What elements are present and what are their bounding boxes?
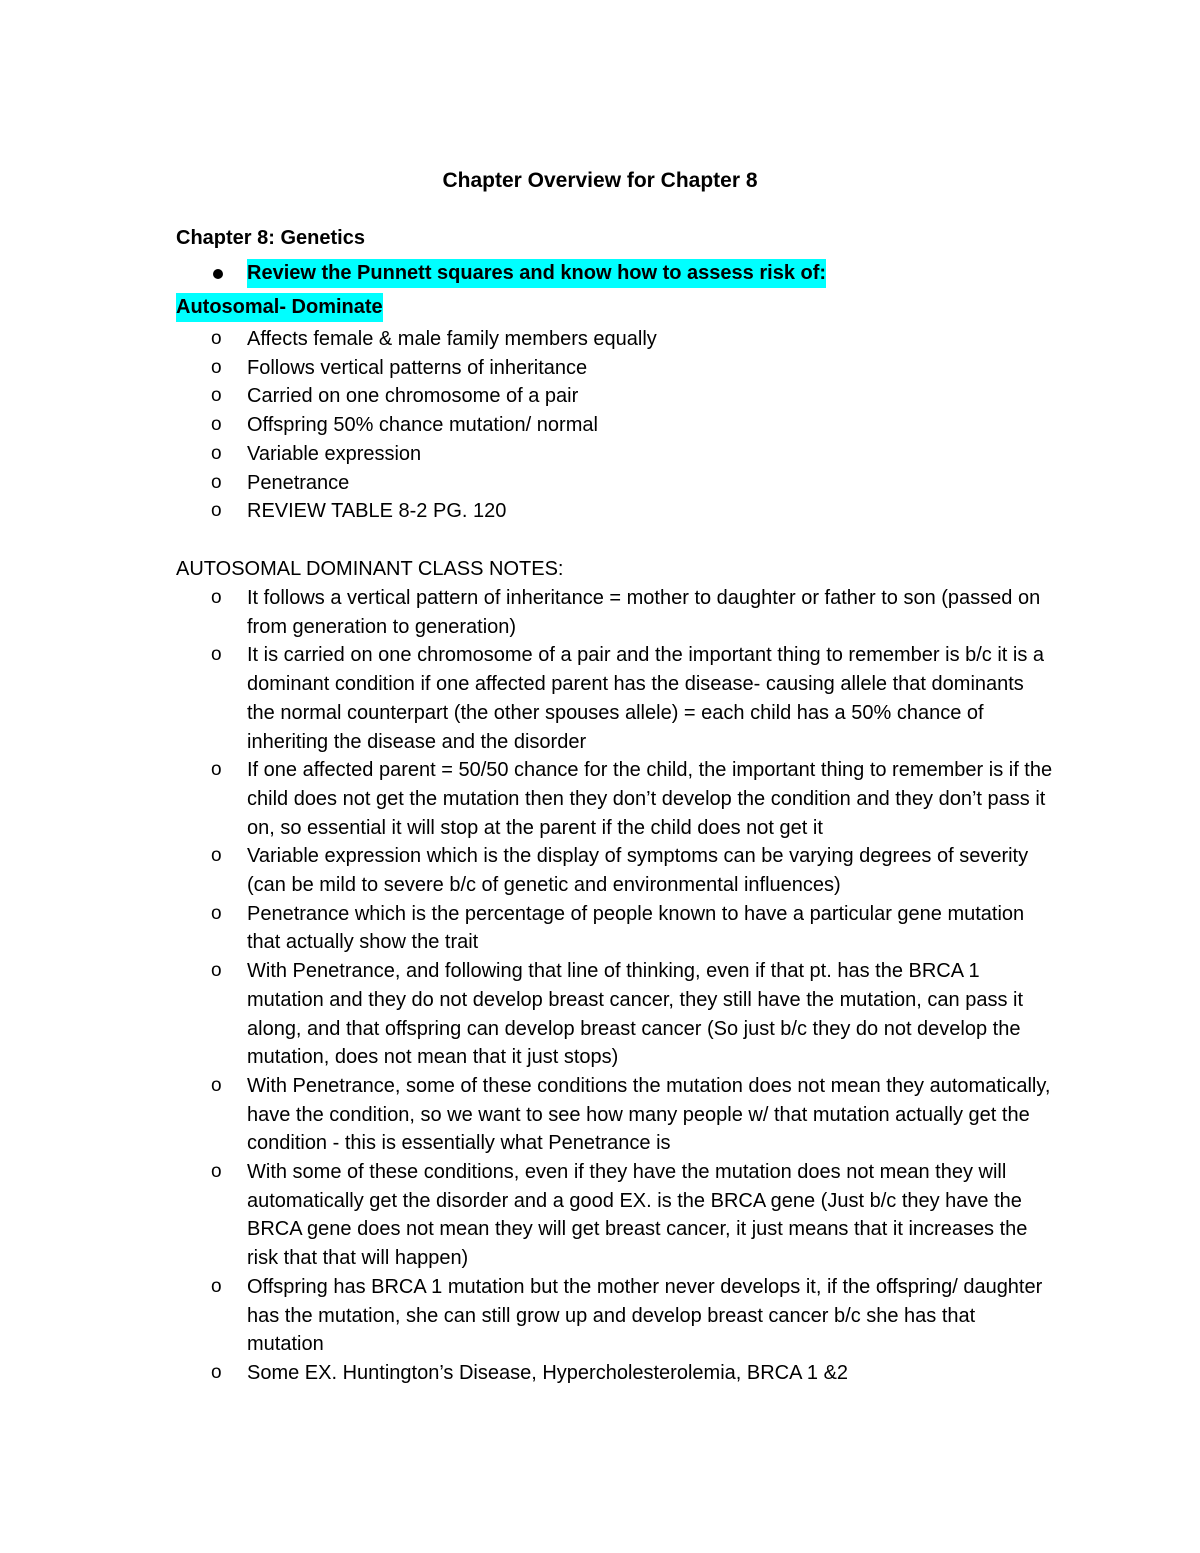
list-item: o Penetrance which is the percentage of people known to have a particular gene mutation that actually show the trait [176, 900, 1056, 957]
list-item: o With Penetrance, some of these conditions the mutation does not mean they automatically, have the condition, so we want to see how many people w/ that mutation actually get the condition - this is essentially what Penetrance is [176, 1072, 1056, 1158]
list-item: o With Penetrance, and following that line of thinking, even if that pt. has the BRCA 1 mutation and they do not develop breast cancer, they still have the mutation, can pass it along, and that offspring can develop breast cancer (So just b/c they do not develop the mutation, does not mean that it just stops) [176, 957, 1056, 1072]
list-item: o It is carried on one chromosome of a pair and the important thing to remember is b/c it is a dominant condition if one affected parent has the disease- causing allele that dominants the normal counterpart (the other spouses allele) = each child has a 50% chance of inheriting the disease and the disorder [176, 641, 1056, 756]
circle-marker-icon: o [211, 902, 222, 924]
list-item: o With some of these conditions, even if they have the mutation does not mean they will automatically get the disorder and a good EX. is the BRCA gene (Just b/c they have the BRCA gene does not mean they will get breast cancer, it just means that it increases the risk that that will happen) [176, 1158, 1056, 1273]
circle-marker-icon: o [211, 644, 222, 666]
circle-marker-icon: o [211, 1275, 222, 1297]
circle-marker-icon: o [211, 356, 222, 378]
list-item: o Penetrance [176, 469, 1056, 498]
circle-marker-icon: o [211, 759, 222, 781]
circle-marker-icon: o [211, 500, 222, 522]
page-title: Chapter Overview for Chapter 8 [442, 169, 758, 192]
list-item: o Affects female & male family members equally [176, 325, 1056, 354]
list-item: o Carried on one chromosome of a pair [176, 382, 1056, 411]
circle-marker-icon: o [211, 587, 222, 608]
notes-list [176, 584, 1056, 1388]
list-item: o It follows a vertical pattern of inheritance = mother to daughter or father to son (passed on from generation to generation) [176, 584, 1056, 641]
list-item: o If one affected parent = 50/50 chance for the child, the important thing to remember is if the child does not get the mutation then they don’t develop the condition and they don’t pass it on, so essential it will stop at the parent if the child does not get it [176, 756, 1056, 842]
list-item: o Variable expression [176, 440, 1056, 469]
circle-marker-icon: o [211, 1074, 222, 1096]
circle-marker-icon: o [211, 385, 222, 407]
list-item: o Follows vertical patterns of inheritance [176, 354, 1056, 383]
circle-marker-icon: o [211, 471, 222, 493]
list-item: o Some EX. Huntington’s Disease, Hypercholesterolemia, BRCA 1 &2 [176, 1359, 1056, 1388]
list-item: o REVIEW TABLE 8-2 PG. 120 [176, 497, 1056, 526]
summary-list [176, 325, 1056, 526]
circle-marker-icon: o [211, 845, 222, 867]
list-item: o Variable expression which is the display of symptoms can be varying degrees of severity (can be mild to severe b/c of genetic and environmental influences) [176, 842, 1056, 899]
chapter-heading: Chapter 8: Genetics [176, 227, 365, 249]
circle-marker-icon: o [211, 1361, 222, 1383]
circle-marker-icon: o [211, 328, 222, 349]
review-bullet-text: Review the Punnett squares and know how to assess risk of: [247, 259, 826, 288]
section-heading: Autosomal- Dominate [176, 293, 383, 322]
circle-marker-icon: o [211, 960, 222, 982]
circle-marker-icon: o [211, 414, 222, 436]
circle-marker-icon: o [211, 442, 222, 464]
list-item: o Offspring 50% chance mutation/ normal [176, 411, 1056, 440]
circle-marker-icon: o [211, 1161, 222, 1183]
bullet-dot-icon [213, 269, 223, 279]
list-item: o Offspring has BRCA 1 mutation but the mother never develops it, if the offspring/ daughter has the mutation, she can still grow up and develop breast cancer b/c she has that mutation [176, 1273, 1056, 1359]
review-bullet [176, 259, 1056, 288]
notes-heading: AUTOSOMAL DOMINANT CLASS NOTES: [176, 558, 564, 580]
